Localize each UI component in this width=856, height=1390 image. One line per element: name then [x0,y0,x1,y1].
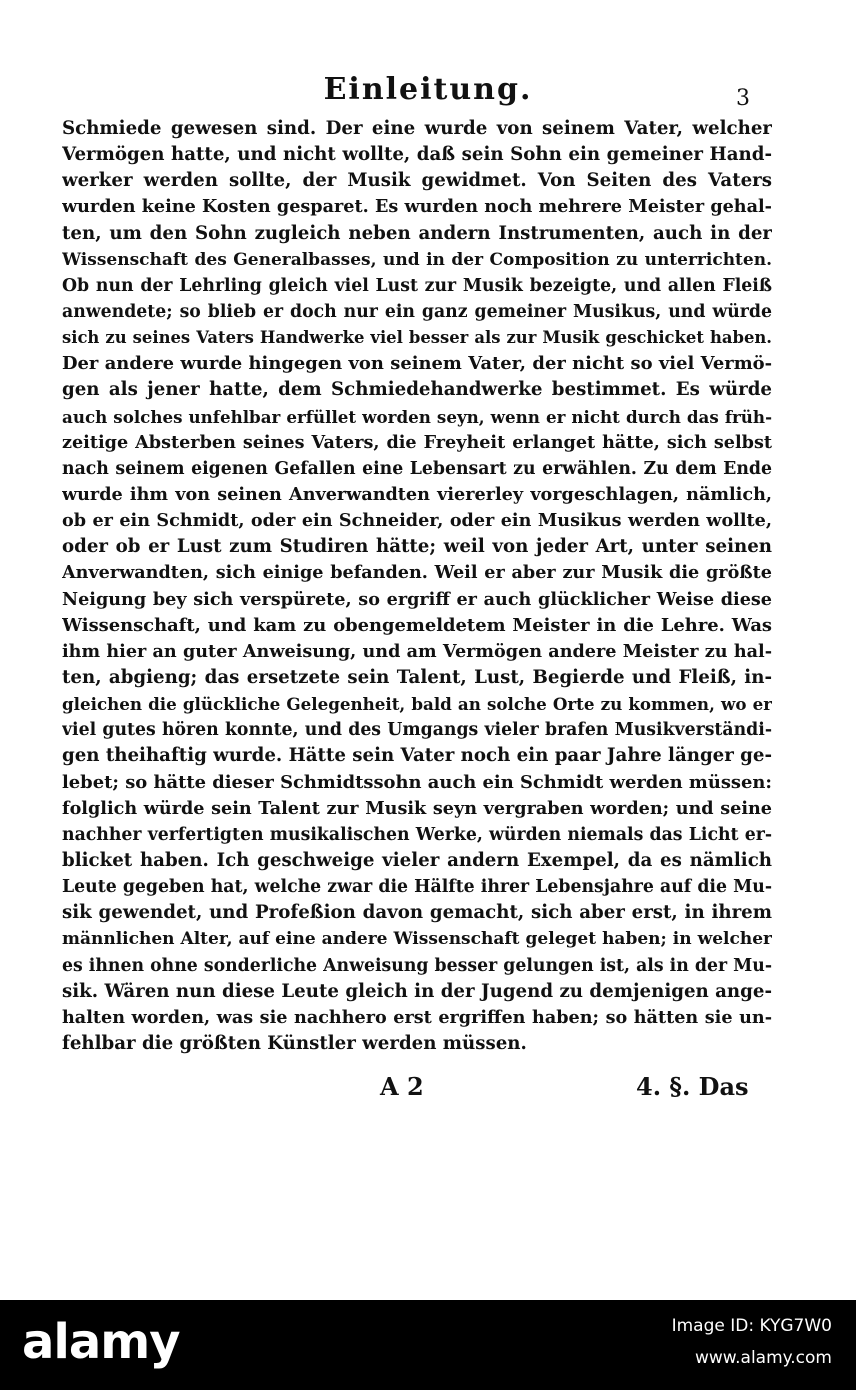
text-line: fehlbar die größten Künstler werden müssen. [62,1032,527,1054]
watermark-footer [0,1300,856,1390]
text-line: Neigung bey sich verspürete, so ergriff er auch glücklicher Weise diese [62,588,772,610]
text-line: Leute gegeben hat, welche zwar die Hälfte ihrer Lebensjahre auf die Mu- [62,877,772,898]
text-line: zeitige Absterben seines Vaters, die Freyheit erlanget hätte, sich selbst [62,431,772,453]
brand-logo: alamy [22,1314,180,1370]
site-url: www.alamy.com [694,1348,832,1368]
text-line: viel gutes hören konnte, und des Umgangs vieler brafen Musikverständi- [62,720,772,741]
text-line: lebet; so hätte dieser Schmidtssohn auch ein Schmidt werden müssen: [62,771,772,793]
text-line: gen theihaftig wurde. Hätte sein Vater noch ein paar Jahre länger ge- [62,745,772,767]
text-line: sik gewendet, und Profeßion davon gemacht, sich aber erst, in ihrem [62,902,772,924]
text-line: nach seinem eigenen Gefallen eine Lebensart zu erwählen. Zu dem Ende [62,458,772,479]
signature-mark: A 2 [380,1072,424,1101]
text-line: Schmiede gewesen sind. Der eine wurde von seinem Vater, welcher [62,118,772,139]
text-line: Ob nun der Lehrling gleich viel Lust zur Musik bezeigte, und allen Fleiß [62,275,772,296]
text-line: Vermögen hatte, und nicht wollte, daß sein Sohn ein gemeiner Hand- [62,144,772,166]
text-line: wurde ihm von seinen Anverwandten viererley vorgeschlagen, nämlich, [62,483,772,505]
text-line: ihm hier an guter Anweisung, und am Vermögen andere Meister zu hal- [62,640,772,662]
text-line: blicket haben. Ich geschweige vieler andern Exempel, da es nämlich [62,849,772,871]
text-line: ten, abgieng; das ersetzete sein Talent, Lust, Begierde und Fleiß, in- [62,666,772,688]
text-line: werker werden sollte, der Musik gewidmet. Von Seiten des Vaters [62,170,772,192]
text-line: männlichen Alter, auf eine andere Wissenschaft geleget haben; in welcher [62,929,772,950]
text-line: ten, um den Sohn zugleich neben andern Instrumenten, auch in der [62,222,772,244]
text-line: auch solches unfehlbar erfüllet worden seyn, wenn er nicht durch das früh- [62,406,772,427]
text-line: anwendete; so blieb er doch nur ein ganz gemeiner Musikus, und würde [62,301,772,322]
text-line: sik. Wären nun diese Leute gleich in der Jugend zu demjenigen ange- [62,980,772,1002]
body-text [62,116,772,1057]
text-line: sich zu seines Vaters Handwerke viel besser als zur Musik geschicket haben. [62,328,772,348]
text-line: ob er ein Schmidt, oder ein Schneider, oder ein Musikus werden wollte, [62,510,772,532]
image-id-label: Image ID: KYG7W0 [671,1316,832,1336]
running-head: Einleitung. [323,72,533,107]
catchword: 4. §. Das [636,1072,749,1101]
text-line: wurden keine Kosten gesparet. Es wurden noch mehrere Meister gehal- [62,196,772,218]
text-line: es ihnen ohne sonderliche Anweisung besser gelungen ist, als in der Mu- [62,955,772,976]
text-line: gen als jener hatte, dem Schmiedehandwerke bestimmet. Es würde [62,379,772,401]
text-line: Wissenschaft des Generalbasses, und in der Composition zu unterrichten. [62,249,772,270]
text-line: nachher verfertigten musikalischen Werke, würden niemals das Licht er- [62,824,772,845]
page-number: 3 [736,86,750,111]
text-line: gleichen die glückliche Gelegenheit, bald an solche Orte zu kommen, wo er [62,694,772,715]
text-line: Der andere wurde hingegen von seinem Vater, der nicht so viel Vermö- [62,353,772,375]
text-line: halten worden, was sie nachhero erst ergriffen haben; so hätten sie un- [62,1006,772,1028]
text-line: oder ob er Lust zum Studiren hätte; weil von jeder Art, unter seinen [62,536,772,558]
text-line: folglich würde sein Talent zur Musik seyn vergraben worden; und seine [62,797,772,819]
text-line: Anverwandten, sich einige befanden. Weil er aber zur Musik die größte [62,562,772,584]
text-line: Wissenschaft, und kam zu obengemeldetem Meister in die Lehre. Was [62,614,772,636]
